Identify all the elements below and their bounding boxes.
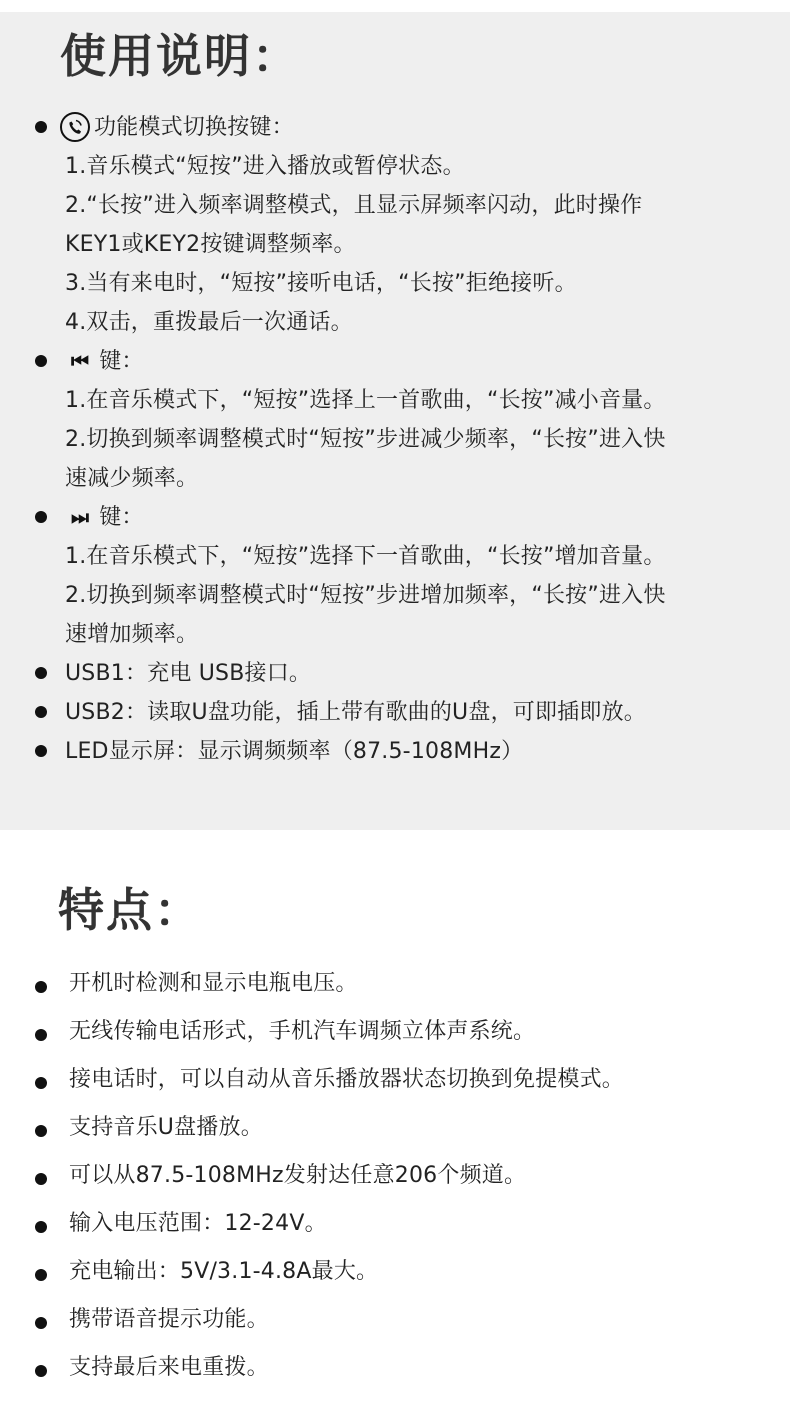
feature-item — [0, 1060, 790, 1099]
bullet — [35, 1221, 47, 1233]
feature-item — [0, 964, 790, 1003]
feature-text: 开机时检测和显示电瓶电压。 — [69, 971, 358, 996]
prev-button-heading — [65, 342, 144, 381]
next-line-1: 1.在音乐模式下，“短按”选择下一首歌曲，“长按”增加音量。 — [65, 544, 666, 569]
feature-text: 支持音乐U盘播放。 — [69, 1115, 263, 1140]
led-text: LED显示屏：显示调频频率（87.5-108MHz） — [65, 739, 524, 764]
bullet — [35, 1125, 47, 1137]
feature-item — [0, 1204, 790, 1243]
usb2-text: USB2：读取U盘功能，插上带有歌曲的U盘，可即插即放。 — [65, 700, 646, 725]
prev-line-2: 2.切换到频率调整模式时“短按”步进减少频率，“长按”进入快 — [65, 427, 666, 452]
feature-text: 输入电压范围：12-24V。 — [69, 1211, 327, 1236]
feature-item — [0, 1300, 790, 1339]
call-line-2: 2.“长按”进入频率调整模式，且显示屏频率闪动，此时操作 — [65, 193, 643, 218]
call-line-4: 3.当有来电时，“短按”接听电话，“长按”拒绝接听。 — [65, 271, 577, 296]
feature-text: 可以从87.5-108MHz发射达任意206个频道。 — [69, 1163, 527, 1188]
usage-title: 使用说明： — [60, 29, 300, 83]
bullet — [35, 1269, 47, 1281]
usb1-item — [0, 654, 790, 693]
bullet — [35, 745, 47, 757]
usb2-item — [0, 693, 790, 732]
feature-item — [0, 1012, 790, 1051]
feature-text: 携带语音提示功能。 — [69, 1307, 269, 1332]
usb1-text: USB1：充电 USB接口。 — [65, 661, 312, 686]
features-section — [0, 880, 790, 1400]
prev-line-3: 速减少频率。 — [65, 466, 199, 491]
feature-text: 无线传输电话形式，手机汽车调频立体声系统。 — [69, 1019, 536, 1044]
feature-text: 支持最后来电重拨。 — [69, 1355, 269, 1380]
next-line-3: 速增加频率。 — [65, 622, 199, 647]
bullet — [35, 667, 47, 679]
call-line-3: KEY1或KEY2按键调整频率。 — [65, 232, 356, 257]
prev-button-label: 键： — [99, 349, 144, 374]
bullet — [35, 355, 47, 367]
usage-section — [0, 12, 790, 830]
led-item — [0, 732, 790, 771]
feature-text: 充电输出：5V/3.1-4.8A最大。 — [69, 1259, 379, 1284]
call-line-1: 1.音乐模式“短按”进入播放或暂停状态。 — [65, 154, 465, 179]
feature-item — [0, 1156, 790, 1195]
features-title: 特点： — [58, 883, 202, 937]
bullet — [35, 1173, 47, 1185]
next-button-item — [0, 498, 790, 537]
feature-item — [0, 1252, 790, 1291]
skip-previous-icon: ⏮ — [71, 349, 90, 373]
bullet — [35, 121, 47, 133]
next-line-2: 2.切换到频率调整模式时“短按”步进增加频率，“长按”进入快 — [65, 583, 666, 608]
bullet — [35, 1317, 47, 1329]
bullet — [35, 511, 47, 523]
bullet — [35, 1365, 47, 1377]
bullet — [35, 706, 47, 718]
feature-item — [0, 1108, 790, 1147]
feature-item — [0, 1348, 790, 1387]
prev-button-item — [0, 342, 790, 381]
phone-call-icon — [60, 112, 90, 142]
call-button-label: 功能模式切换按键： — [94, 115, 294, 140]
skip-next-icon: ⏭ — [71, 505, 90, 529]
call-button-heading — [60, 108, 294, 147]
call-line-5: 4.双击，重拨最后一次通话。 — [65, 310, 353, 335]
feature-text: 接电话时，可以自动从音乐播放器状态切换到免提模式。 — [69, 1067, 625, 1092]
bullet — [35, 981, 47, 993]
next-button-label: 键： — [99, 505, 144, 530]
bullet — [35, 1029, 47, 1041]
prev-line-1: 1.在音乐模式下，“短按”选择上一首歌曲，“长按”减小音量。 — [65, 388, 666, 413]
bullet — [35, 1077, 47, 1089]
next-button-heading — [65, 498, 144, 537]
call-button-item — [0, 108, 790, 147]
